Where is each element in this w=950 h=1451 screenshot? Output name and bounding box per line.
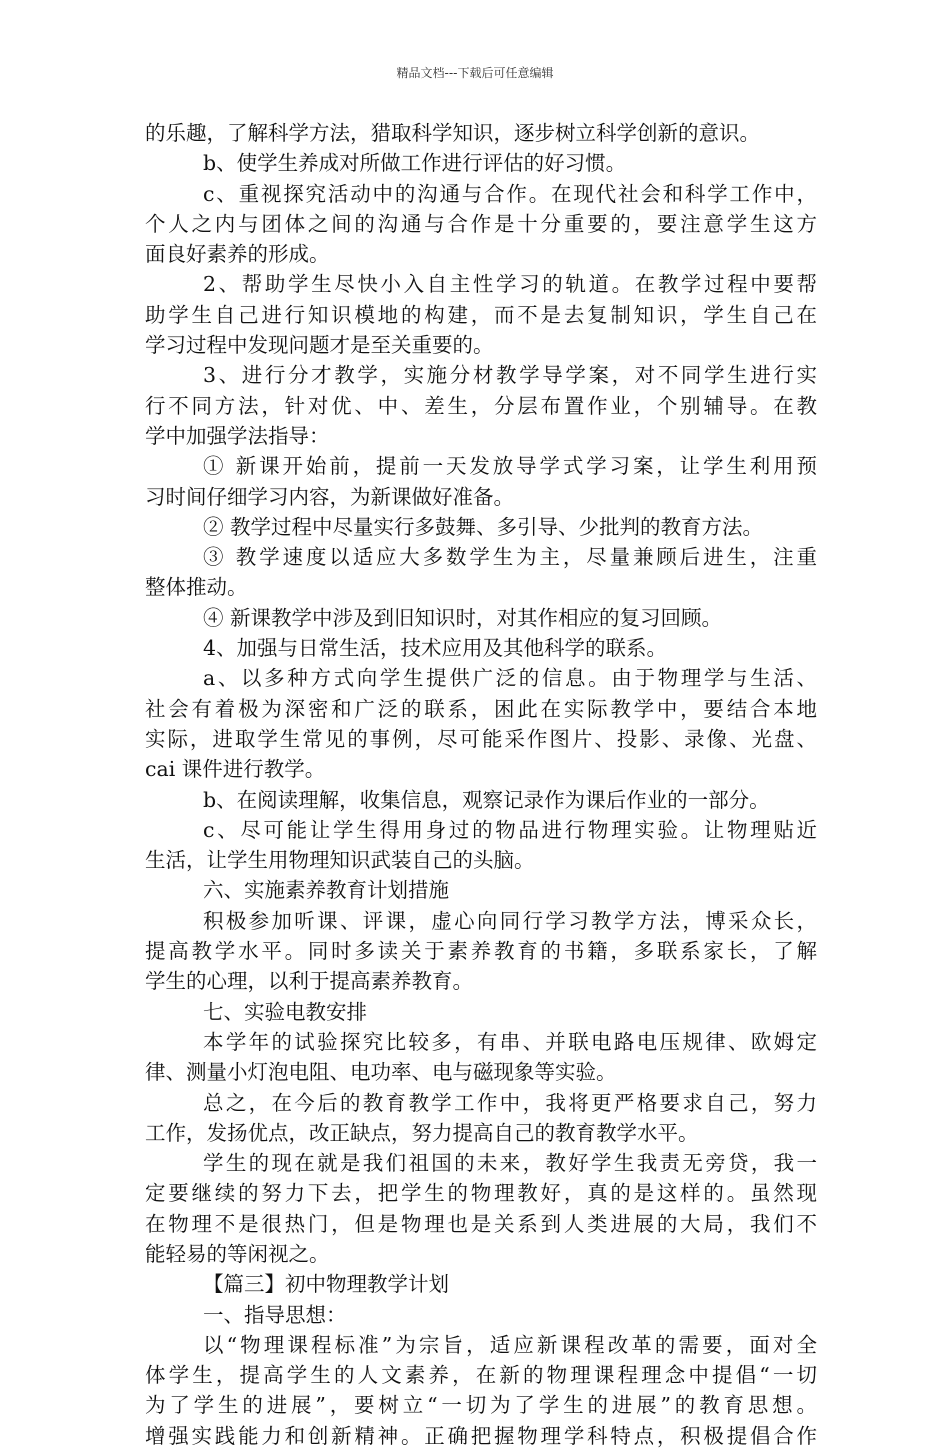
text-line: 2、帮助学生尽快小入自主性学习的轨道。在教学过程中要帮 bbox=[203, 272, 817, 297]
text-line: 一、指导思想： bbox=[203, 1302, 347, 1327]
text-line: 生活，让学生用物理知识武装自己的头脑。 bbox=[145, 848, 535, 873]
text-line: 七、实验电教安排 bbox=[203, 999, 367, 1024]
document-body bbox=[145, 118, 817, 1451]
text-line: 个人之内与团体之间的沟通与合作是十分重要的，要注意学生这方 bbox=[145, 211, 817, 236]
text-line: 习时间仔细学习内容，为新课做好准备。 bbox=[145, 484, 514, 509]
text-line: 工作，发扬优点，改正缺点，努力提高自己的教育教学水平。 bbox=[145, 1120, 699, 1145]
text-line: 六、实施素养教育计划措施 bbox=[203, 878, 449, 903]
text-line: 定要继续的努力下去，把学生的物理教好，真的是这样的。虽然现 bbox=[145, 1181, 817, 1206]
text-line: 整体推动。 bbox=[145, 575, 248, 600]
text-line: 本学年的试验探究比较多，有串、并联电路电压规律、欧姆定 bbox=[203, 1029, 817, 1054]
text-line: 3、进行分才教学，实施分材教学导学案，对不同学生进行实 bbox=[203, 363, 817, 388]
text-line: ④ 新课教学中涉及到旧知识时，对其作相应的复习回顾。 bbox=[203, 605, 723, 630]
text-line: 学中加强学法指导： bbox=[145, 423, 330, 448]
text-line: 面良好素养的形成。 bbox=[145, 242, 330, 267]
text-line: 为了学生的进展”，要树立“一切为了学生的进展”的教育思想。 bbox=[145, 1393, 817, 1418]
text-line: ② 教学过程中尽量实行多鼓舞、多引导、少批判的教育方法。 bbox=[203, 514, 764, 539]
text-line: 能轻易的等闲视之。 bbox=[145, 1241, 330, 1266]
text-line: 增强实践能力和创新精神。正确把握物理学科特点，积极提倡合作 bbox=[145, 1423, 817, 1448]
text-line: b、在阅读理解，收集信息，观察记录作为课后作业的一部分。 bbox=[203, 787, 770, 812]
text-line: 体学生，提高学生的人文素养，在新的物理课程理念中提倡“一切 bbox=[145, 1363, 817, 1388]
text-line: 社会有着极为深密和广泛的联系，困此在实际教学中，要结合本地 bbox=[145, 696, 817, 721]
text-line: 助学生自己进行知识模地的构建，而不是去复制知识，学生自己在 bbox=[145, 302, 817, 327]
text-line: 4、加强与日常生活，技术应用及其他科学的联系。 bbox=[203, 636, 668, 661]
page-header: 精品文档---下载后可任意编辑 bbox=[396, 66, 554, 80]
text-line: 律、测量小灯泡电阻、电功率、电与磁现象等实验。 bbox=[145, 1060, 617, 1085]
text-line: 学生的现在就是我们祖国的未来，教好学生我责无旁贷，我一 bbox=[203, 1151, 817, 1176]
text-line: 学习过程中发现问题才是至关重要的。 bbox=[145, 333, 494, 358]
text-line: 的乐趣，了解科学方法，猎取科学知识，逐步树立科学创新的意识。 bbox=[145, 121, 760, 145]
text-line: ③ 教学速度以适应大多数学生为主，尽量兼顾后进生，注重 bbox=[203, 545, 817, 570]
text-line: 实际，进取学生常见的事例，尽可能采作图片、投影、录像、光盘、 bbox=[145, 726, 817, 751]
text-line: a、以多种方式向学生提供广泛的信息。由于物理学与生活、 bbox=[203, 666, 817, 691]
text-line: 学生的心理，以利于提高素养教育。 bbox=[145, 969, 473, 994]
text-line: 在物理不是很热门，但是物理也是关系到人类进展的大局，我们不 bbox=[145, 1211, 817, 1236]
text-line: 积极参加听课、评课，虚心向同行学习教学方法，博采众长， bbox=[203, 908, 817, 933]
text-line: c、尽可能让学生得用身过的物品进行物理实验。让物理贴近 bbox=[203, 817, 817, 842]
text-line: 总之，在今后的教育教学工作中，我将更严格要求自己，努力 bbox=[203, 1090, 817, 1115]
text-line: 以“物理课程标准”为宗旨，适应新课程改革的需要，面对全 bbox=[203, 1332, 817, 1357]
text-line: 提高教学水平。同时多读关于素养教育的书籍，多联系家长，了解 bbox=[145, 939, 817, 964]
text-line: ① 新课开始前，提前一天发放导学式学习案，让学生利用预 bbox=[203, 454, 817, 479]
text-line: 【篇三】初中物理教学计划 bbox=[203, 1272, 449, 1297]
text-line: cai 课件进行教学。 bbox=[145, 757, 326, 782]
text-line: c、重视探究活动中的沟通与合作。在现代社会和科学工作中， bbox=[203, 181, 817, 206]
text-line: 行不同方法，针对优、中、差生，分层布置作业，个别辅导。在教 bbox=[145, 393, 817, 418]
text-line: b、使学生养成对所做工作进行评估的好习惯。 bbox=[203, 151, 627, 176]
